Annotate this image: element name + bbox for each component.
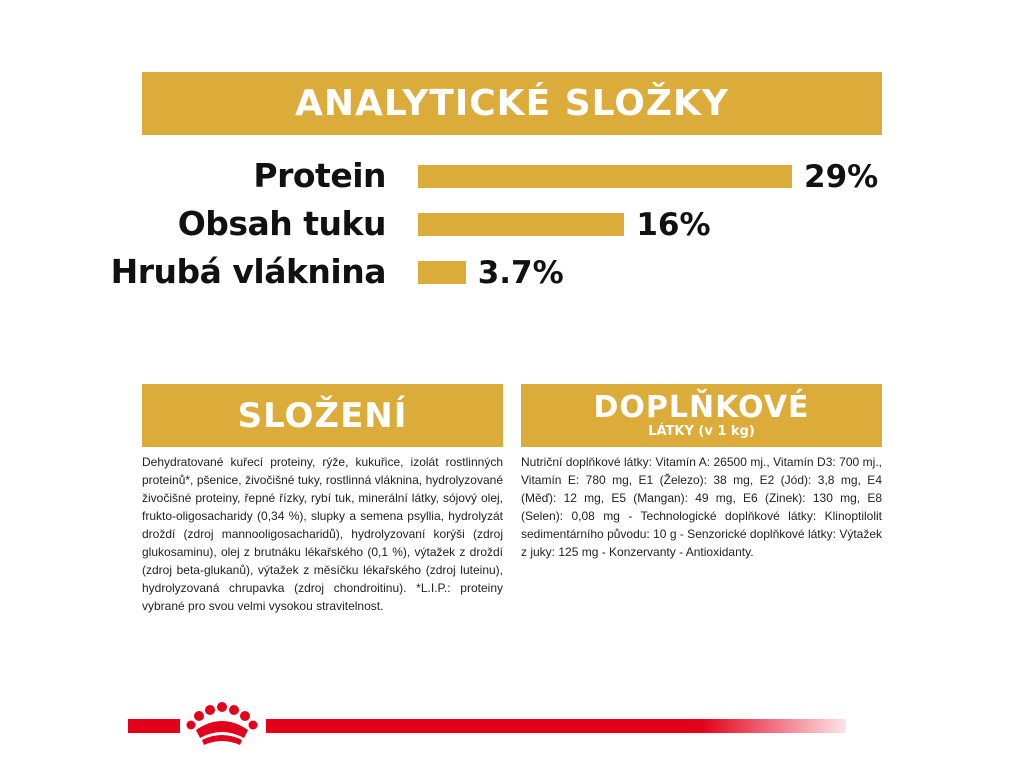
bar bbox=[418, 165, 792, 188]
footer-line-left bbox=[128, 719, 180, 733]
bar-value-label: 3.7% bbox=[477, 255, 564, 291]
bar-label: Obsah tuku bbox=[177, 204, 386, 243]
bar bbox=[418, 213, 624, 236]
additives-section bbox=[521, 384, 882, 561]
bar bbox=[418, 261, 466, 284]
footer-line-right bbox=[266, 719, 846, 733]
analytic-title: ANALYTICKÉ SLOŽKY bbox=[295, 83, 729, 124]
composition-text: Dehydratované kuřecí proteiny, rýže, kukuřice, izolát rostlinných proteinů*, pšenice, živočišné tuky, rostlinná vláknina, hydrolyzované živočišné proteiny, řepné řízky, rybí tuk, minerální látky, sójový olej, frukto-oligosacharidy (0,34 %), slupky a semena psyllia, hydrolyzát droždí (zdroj mannooligosacharidů), hydrolyzovaní korýši (zdroj glukosaminu), olej z brutnáku lékařského (0,1 %), výtažek z droždí (zdroj beta-glukanů), výtažek z měsíčku lékařského (zdroj luteinu), hydrolyzovaná chrupavka (zdroj chondroitinu). *L.I.P.: proteiny vybrané pro svou velmi vysokou stravitelnost. bbox=[142, 455, 503, 613]
additives-text: Nutriční doplňkové látky: Vitamín A: 26500 mj., Vitamín D3: 700 mj., Vitamín E: 780 mg, E1 (Železo): 38 mg, E2 (Jód): 3,8 mg, E4 (Měď): 12 mg, E5 (Mangan): 49 mg, E6 (Zinek): 130 mg, E8 (Selen): 0,08 mg - Technologické doplňkové látky: Klinoptilolit sedimentárního původu: 10 g - Senzorické doplňkové látky: Výtažek z juky: 125 mg - Konzervanty - Antioxidanty. bbox=[521, 455, 882, 559]
composition-header bbox=[142, 384, 503, 447]
additives-header bbox=[521, 384, 882, 447]
bar-value-label: 16% bbox=[636, 207, 711, 243]
bar-label: Hrubá vláknina bbox=[110, 252, 386, 291]
additives-subtitle: LÁTKY (v 1 kg) bbox=[648, 424, 755, 439]
crown-icon bbox=[182, 700, 262, 748]
composition-title: SLOŽENÍ bbox=[237, 395, 408, 436]
bar-value-label: 29% bbox=[804, 159, 879, 195]
nutrient-bar-chart bbox=[0, 0, 1024, 300]
additives-title: DOPLŇKOVÉ bbox=[593, 390, 810, 425]
bar-label: Protein bbox=[253, 156, 386, 195]
composition-section bbox=[142, 384, 503, 615]
